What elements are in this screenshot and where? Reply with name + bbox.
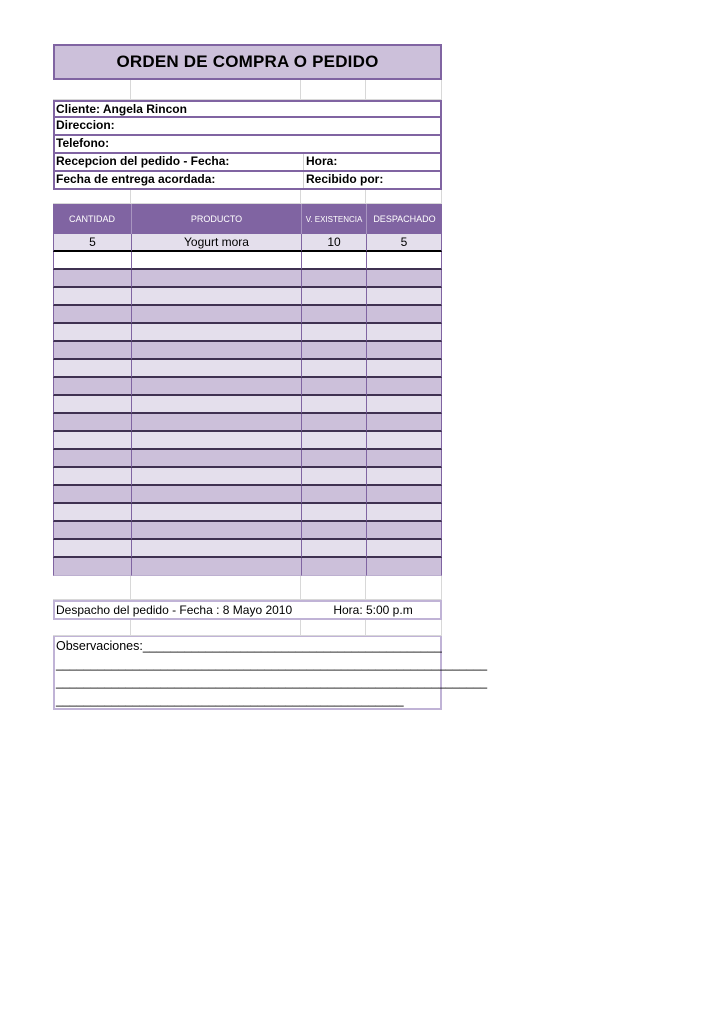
observations-line: __________________________________________________ <box>56 693 404 707</box>
table-cell[interactable] <box>301 360 366 378</box>
spacer-row <box>53 190 442 204</box>
table-row <box>53 378 442 396</box>
table-header <box>53 204 442 234</box>
table-cell[interactable] <box>366 486 442 504</box>
table-row <box>53 396 442 414</box>
table-cell[interactable] <box>131 396 301 414</box>
table-cell[interactable] <box>131 324 301 342</box>
table-cell[interactable] <box>301 450 366 468</box>
table-cell[interactable] <box>53 342 131 360</box>
reception-date-label[interactable]: Recepcion del pedido - Fecha: <box>56 154 230 168</box>
spacer-row <box>53 80 442 100</box>
table-cell[interactable] <box>131 378 301 396</box>
table-cell[interactable] <box>53 360 131 378</box>
dispatch-row <box>53 600 442 620</box>
dispatch-date[interactable]: Despacho del pedido - Fecha : 8 Mayo 2010 <box>56 603 293 617</box>
delivery-row <box>53 172 442 190</box>
cell-cantidad[interactable]: 5 <box>53 234 131 252</box>
table-cell[interactable] <box>366 342 442 360</box>
table-cell[interactable] <box>366 558 442 576</box>
table-cell[interactable] <box>53 324 131 342</box>
table-cell[interactable] <box>301 486 366 504</box>
table-cell[interactable] <box>366 324 442 342</box>
table-row <box>53 234 442 252</box>
table-cell[interactable] <box>366 252 442 270</box>
table-row <box>53 414 442 432</box>
table-row <box>53 324 442 342</box>
table-row <box>53 342 442 360</box>
table-row <box>53 504 442 522</box>
table-cell[interactable] <box>131 270 301 288</box>
table-row <box>53 558 442 576</box>
table-row <box>53 270 442 288</box>
client-label: Cliente: Angela Rincon <box>56 102 187 116</box>
table-cell[interactable] <box>301 522 366 540</box>
table-cell[interactable] <box>53 432 131 450</box>
table-row <box>53 540 442 558</box>
table-cell[interactable] <box>53 270 131 288</box>
table-cell[interactable] <box>301 504 366 522</box>
table-cell[interactable] <box>366 522 442 540</box>
page-title: ORDEN DE COMPRA O PEDIDO <box>53 44 442 80</box>
header-producto: PRODUCTO <box>131 204 301 234</box>
table-cell[interactable] <box>131 558 301 576</box>
observations-box[interactable] <box>53 636 488 710</box>
client-field[interactable] <box>53 100 442 118</box>
table-cell[interactable] <box>366 504 442 522</box>
table-cell[interactable] <box>366 360 442 378</box>
table-cell[interactable] <box>53 558 131 576</box>
table-row <box>53 288 442 306</box>
table-row <box>53 468 442 486</box>
table-cell[interactable] <box>131 360 301 378</box>
table-cell[interactable] <box>53 450 131 468</box>
table-cell[interactable] <box>301 414 366 432</box>
table-cell[interactable] <box>53 486 131 504</box>
table-cell[interactable] <box>301 396 366 414</box>
table-cell[interactable] <box>366 306 442 324</box>
table-cell[interactable] <box>131 432 301 450</box>
table-cell[interactable] <box>131 288 301 306</box>
table-cell[interactable] <box>301 540 366 558</box>
table-cell[interactable] <box>366 396 442 414</box>
purchase-order-sheet <box>53 44 488 710</box>
table-cell[interactable] <box>53 522 131 540</box>
address-label: Direccion: <box>56 118 115 132</box>
received-by-label[interactable]: Recibido por: <box>303 172 440 188</box>
header-despachado: DESPACHADO <box>366 204 442 234</box>
observations-line: ______________________________________________________________ <box>56 657 488 671</box>
observations-line: Observaciones:___________________________________________ <box>56 639 442 653</box>
table-cell[interactable] <box>366 288 442 306</box>
table-cell[interactable] <box>301 468 366 486</box>
spacer-row <box>53 576 442 600</box>
table-cell[interactable] <box>131 504 301 522</box>
table-cell[interactable] <box>53 288 131 306</box>
table-cell[interactable] <box>131 450 301 468</box>
table-cell[interactable] <box>131 468 301 486</box>
table-cell[interactable] <box>131 342 301 360</box>
table-cell[interactable] <box>53 504 131 522</box>
cell-existencia[interactable]: 10 <box>301 234 366 252</box>
table-cell[interactable] <box>131 252 301 270</box>
table-row <box>53 252 442 270</box>
table-cell[interactable] <box>301 432 366 450</box>
table-cell[interactable] <box>53 396 131 414</box>
table-cell[interactable] <box>53 414 131 432</box>
table-cell[interactable] <box>301 270 366 288</box>
table-cell[interactable] <box>366 414 442 432</box>
table-row <box>53 360 442 378</box>
table-cell[interactable] <box>366 378 442 396</box>
reception-row <box>53 154 442 172</box>
table-cell[interactable] <box>301 342 366 360</box>
table-row <box>53 486 442 504</box>
table-cell[interactable] <box>301 558 366 576</box>
table-cell[interactable] <box>131 306 301 324</box>
table-cell[interactable] <box>301 378 366 396</box>
table-cell[interactable] <box>366 270 442 288</box>
table-cell[interactable] <box>131 414 301 432</box>
delivery-date-label[interactable]: Fecha de entrega acordada: <box>56 172 216 186</box>
phone-field[interactable] <box>53 136 442 154</box>
table-cell[interactable] <box>301 252 366 270</box>
table-cell[interactable] <box>366 468 442 486</box>
phone-label: Telefono: <box>56 136 110 150</box>
table-cell[interactable] <box>53 252 131 270</box>
table-row <box>53 522 442 540</box>
address-field[interactable] <box>53 118 442 136</box>
table-cell[interactable] <box>53 378 131 396</box>
table-cell[interactable] <box>366 432 442 450</box>
table-cell[interactable] <box>131 540 301 558</box>
table-cell[interactable] <box>366 540 442 558</box>
table-cell[interactable] <box>53 468 131 486</box>
table-cell[interactable] <box>301 288 366 306</box>
table-row <box>53 306 442 324</box>
cell-despachado[interactable]: 5 <box>366 234 442 252</box>
header-existencia: V. EXISTENCIA <box>301 204 366 234</box>
header-cantidad: CANTIDAD <box>68 214 115 224</box>
table-cell[interactable] <box>53 540 131 558</box>
table-cell[interactable] <box>301 324 366 342</box>
table-cell[interactable] <box>53 306 131 324</box>
cell-producto[interactable]: Yogurt mora <box>131 234 301 252</box>
reception-time-label[interactable]: Hora: <box>303 154 440 170</box>
table-cell[interactable] <box>131 486 301 504</box>
table-cell[interactable] <box>131 522 301 540</box>
spacer-row <box>53 620 442 636</box>
table-cell[interactable] <box>301 306 366 324</box>
table-row <box>53 432 442 450</box>
dispatch-time[interactable]: Hora: 5:00 p.m <box>333 603 413 617</box>
table-row <box>53 450 442 468</box>
observations-line: ______________________________________________________________ <box>56 675 488 689</box>
table-cell[interactable] <box>366 450 442 468</box>
